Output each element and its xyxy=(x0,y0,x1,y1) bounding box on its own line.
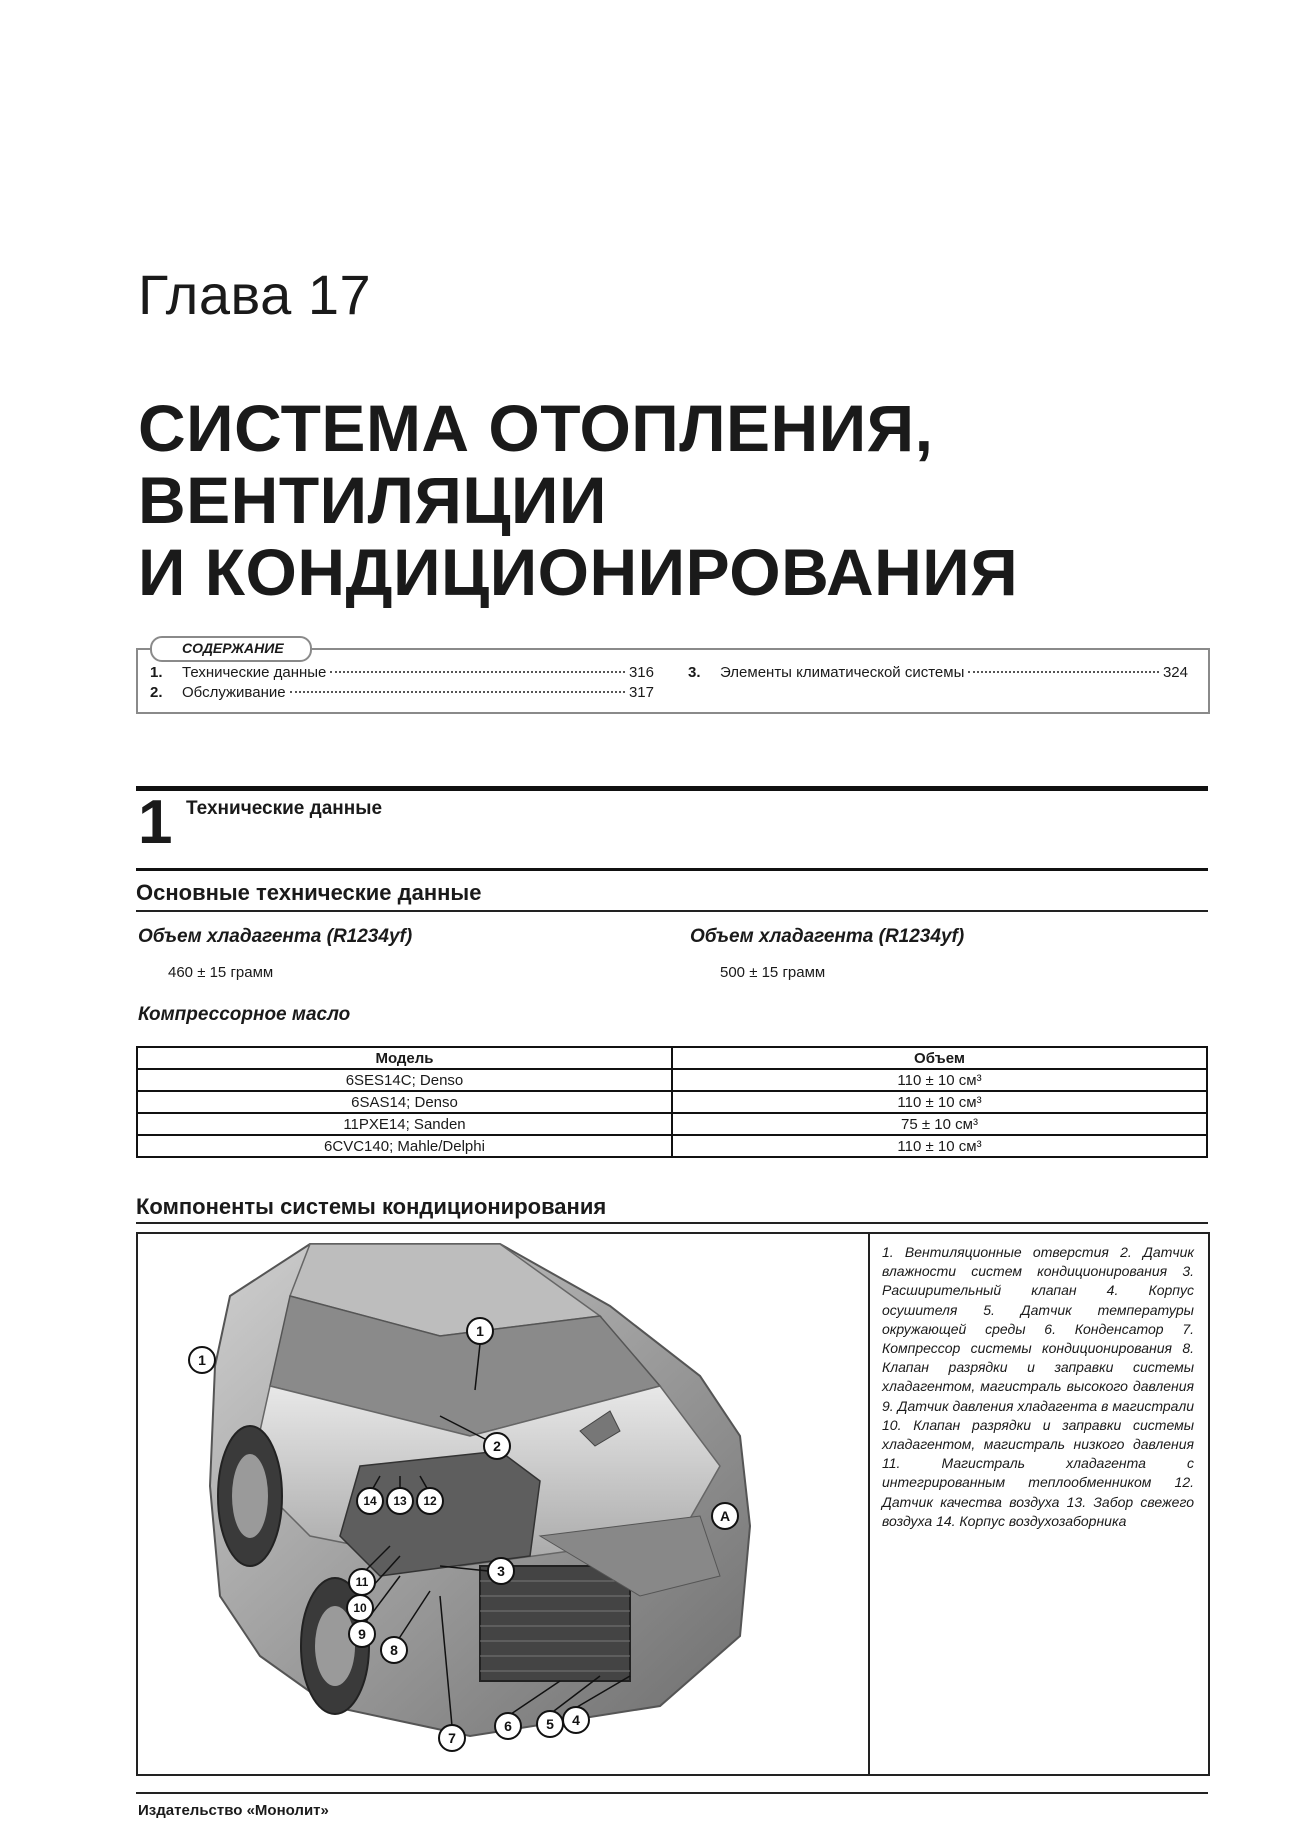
table-cell: 6SES14C; Denso xyxy=(137,1069,672,1091)
callout-label: 4 xyxy=(572,1712,580,1728)
callout-marker xyxy=(387,1488,413,1514)
table-cell: 11PXE14; Sanden xyxy=(137,1113,672,1135)
heading-rule xyxy=(136,1222,1208,1224)
callout-marker xyxy=(357,1488,383,1514)
refrigerant-label-right: Объем хладагента (R1234yf) xyxy=(690,926,965,947)
toc-item-page: 316 xyxy=(628,664,654,681)
callout-label: 13 xyxy=(393,1494,407,1508)
table-cell: 6CVC140; Mahle/Delphi xyxy=(137,1135,672,1157)
toc-item[interactable] xyxy=(688,664,1188,681)
callout-label: 3 xyxy=(497,1563,505,1579)
refrigerant-value-right: 500 ± 15 грамм xyxy=(720,964,826,981)
callout-label: 5 xyxy=(546,1716,554,1732)
title-line: И КОНДИЦИОНИРОВАНИЯ xyxy=(138,535,1019,609)
toc-item-page: 317 xyxy=(628,684,654,701)
callout-label: 14 xyxy=(363,1494,377,1508)
toc-item[interactable] xyxy=(150,664,654,681)
title-line: СИСТЕМА ОТОПЛЕНИЯ, xyxy=(138,391,934,465)
refrigerant-label-left: Объем хладагента (R1234yf) xyxy=(138,926,413,947)
toc-leader xyxy=(290,690,625,693)
car-diagram xyxy=(140,1236,866,1772)
section-rule-bottom xyxy=(136,868,1208,871)
table-row xyxy=(137,1135,1207,1157)
callout-label: 2 xyxy=(493,1438,501,1454)
callout-label: 12 xyxy=(423,1494,437,1508)
toc-item[interactable] xyxy=(150,684,654,701)
table-row xyxy=(137,1113,1207,1135)
callout-label: 10 xyxy=(353,1601,367,1615)
table-row xyxy=(137,1091,1207,1113)
callout-marker xyxy=(349,1621,375,1647)
callout-label: 11 xyxy=(355,1575,369,1589)
callout-marker xyxy=(537,1711,563,1737)
heading-rule xyxy=(136,910,1208,912)
toc-item-text: Технические данные xyxy=(182,664,327,681)
table-cell: 75 ± 10 см³ xyxy=(672,1113,1207,1135)
components-heading: Компоненты системы кондиционирования xyxy=(136,1194,607,1219)
callout-label: 9 xyxy=(358,1626,366,1642)
section-title: Технические данные xyxy=(186,798,383,819)
basic-data-heading: Основные технические данные xyxy=(136,880,482,905)
section-rule xyxy=(136,786,1208,791)
callout-marker xyxy=(484,1433,510,1459)
table-cell: 6SAS14; Denso xyxy=(137,1091,672,1113)
table-header-row xyxy=(137,1047,1207,1069)
column-header: Модель xyxy=(137,1047,672,1069)
title-line: ВЕНТИЛЯЦИИ xyxy=(138,463,607,537)
toc-item-text: Обслуживание xyxy=(182,684,286,701)
callout-marker xyxy=(563,1707,589,1733)
section-number: 1 xyxy=(138,788,173,857)
callout-marker xyxy=(349,1569,375,1595)
table-row xyxy=(137,1069,1207,1091)
chapter-title xyxy=(138,392,1138,608)
table-cell: 110 ± 10 см³ xyxy=(672,1069,1207,1091)
callout-label: 7 xyxy=(448,1730,456,1746)
publisher-footer: Издательство «Монолит» xyxy=(138,1802,329,1819)
chapter-number: Глава 17 xyxy=(138,263,372,326)
oil-label: Компрессорное масло xyxy=(138,1004,351,1025)
callout-marker xyxy=(347,1595,373,1621)
table-cell: 110 ± 10 см³ xyxy=(672,1091,1207,1113)
callout-label: 1 xyxy=(198,1352,206,1368)
column-header: Объем xyxy=(672,1047,1207,1069)
refrigerant-value-left: 460 ± 15 грамм xyxy=(168,964,274,981)
callout-marker xyxy=(488,1558,514,1584)
toc-item-page: 324 xyxy=(1162,664,1188,681)
callout-marker xyxy=(439,1725,465,1751)
toc-leader xyxy=(968,670,1159,673)
footer-rule xyxy=(136,1792,1208,1794)
toc-item-text: Элементы климатической системы xyxy=(720,664,965,681)
callout-label: 8 xyxy=(390,1642,398,1658)
callout-marker xyxy=(417,1488,443,1514)
components-legend: 1. Вентиляционные отверстия 2. Датчик влажности систем кондиционирования 3. Расширительный клапан 4. Корпус осушителя 5. Датчик температуры окружающей среды 6. Конденсатор 7. Компрессор системы кондиционирования 8. Клапан разрядки и заправки системы хладагентом, магистраль высокого давления 9. Датчик давления хладагента в магистрали 10. Клапан разрядки и заправки системы хладагентом, магистраль низкого давления 11. Магистраль хладагента с интегрированным теплообменником 12. Датчик качества воздуха 13. Забор свежего воздуха 14. Корпус воздухозаборника xyxy=(882,1244,1194,1529)
table-cell: 110 ± 10 см³ xyxy=(672,1135,1207,1157)
toc-item-number: 1. xyxy=(150,664,163,681)
toc-leader xyxy=(330,670,625,673)
callout-marker xyxy=(467,1318,493,1344)
callout-label: A xyxy=(719,1508,731,1524)
toc-label: СОДЕРЖАНИЕ xyxy=(150,636,312,662)
toc-item-number: 3. xyxy=(688,664,701,681)
toc-item-number: 2. xyxy=(150,684,163,701)
oil-table xyxy=(136,1046,1208,1158)
components-divider xyxy=(868,1232,870,1776)
callout-marker xyxy=(189,1347,215,1373)
callout-label: 1 xyxy=(476,1323,484,1339)
callout-marker xyxy=(495,1713,521,1739)
callout-marker xyxy=(381,1637,407,1663)
callout-marker xyxy=(712,1503,738,1529)
callout-label: 6 xyxy=(504,1718,512,1734)
